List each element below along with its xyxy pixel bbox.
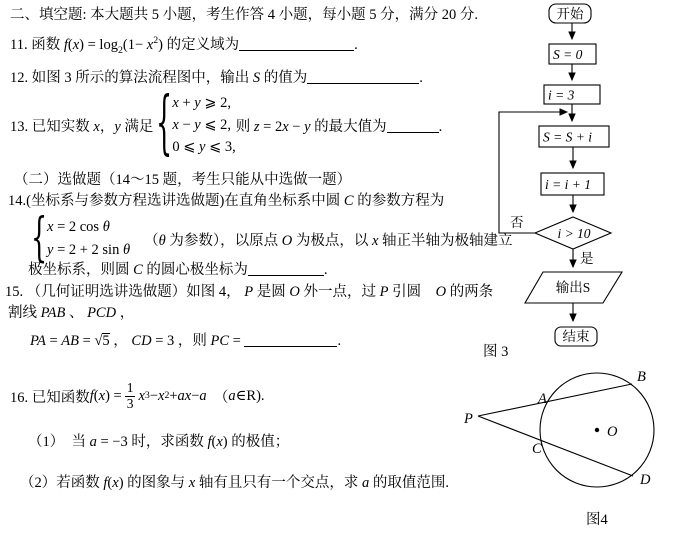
left-brace: { (30, 207, 48, 269)
q14-line3: 极坐标系，则圆 C 的圆心极坐标为 . (28, 262, 328, 278)
point-p-label: P (464, 411, 473, 427)
point-a-label: A (538, 391, 547, 407)
q13-lead: 13. 已知实数 x，y 满足 (10, 118, 154, 135)
q14-equation-x: x = 2 cos θ (47, 219, 110, 235)
q13-system (172, 92, 235, 158)
section-2-header: （二）选做题（14～15 题，考生只能从中选做一题） (14, 172, 352, 188)
init-i-label: i = 3 (548, 87, 575, 103)
output-label: 输出S (555, 280, 591, 295)
point-b-label: B (637, 369, 646, 385)
q15-line3: PA = AB = √5 ， CD = 3 ，则 PC = . (30, 333, 342, 349)
figure4-caption: 图4 (586, 512, 608, 528)
section-header: 二、填空题: 本大题共 5 小题，考生作答 4 小题，每小题 5 分，满分 20 分. (10, 7, 479, 23)
question-12: 12. 如图 3 所示的算法流程图中，输出 S 的值为 . (10, 70, 423, 86)
end-label: 结束 (562, 329, 590, 344)
secant-pab (478, 384, 632, 416)
question-14: 14.(坐标系与参数方程选讲选做题)在直角坐标系中圆 C 的参数方程为 (8, 193, 445, 209)
point-c-label: C (532, 441, 542, 457)
question-16: 16. 已知函数 f ( x ) = $\frac{1}{3}$ x 3 − x 2 + ax − a （ a ∈R). (10, 380, 265, 411)
point-d-label: D (640, 472, 651, 488)
q16-part1: （1） 当 a = −3 时，求函数 f(x) 的极值； (28, 434, 290, 450)
condition-label: i > 10 (557, 226, 591, 241)
q16-part2: （2）若函数 f(x) 的图象与 x 轴有且只有一个交点，求 a 的取值范围. (20, 475, 449, 491)
q15-line2: 割线 PAB 、 PCD ， (8, 305, 135, 321)
init-s-label: S = 0 (553, 47, 583, 62)
question-13 (10, 83, 443, 165)
q13-inequality-3: 0 ⩽ y ⩽ 3, (172, 139, 236, 155)
increment-label: i = i + 1 (545, 177, 591, 192)
question-15: 15. （几何证明选讲选做题）如图 4， P 是圆 O 外一点，过 P 引圆 O 的两条 (5, 284, 494, 300)
q14-parametric (28, 207, 513, 269)
q13-inequality-2: x − y ⩽ 2, (172, 117, 231, 133)
q14-system (47, 216, 130, 262)
figure3-caption: 图 3 (483, 344, 509, 360)
q14-mid-text: （θ 为参数），以原点 O 为极点，以 x 轴正半轴为极轴建立 (144, 232, 513, 249)
q13-inequality-1: x + y ⩾ 2, (172, 95, 231, 111)
point-o-label: O (607, 424, 618, 440)
q13-tail: 则 z = 2x − y 的最大值为 . (235, 118, 443, 135)
start-label: 开始 (556, 6, 584, 22)
center-dot (595, 428, 599, 432)
q14-equation-y: y = 2 + 2 sin θ (47, 242, 131, 258)
no-branch-label: 否 (510, 215, 524, 230)
yes-branch-label: 是 (580, 251, 594, 266)
question-11: 11. 函数 $f(x) = \log_2(1- x^2)$ 的定义域为 . (10, 35, 358, 56)
left-brace: { (156, 83, 173, 165)
circle-figure4 (440, 352, 696, 545)
accumulate-label: S = S + i (543, 129, 592, 145)
flowchart-figure3 (480, 0, 690, 362)
